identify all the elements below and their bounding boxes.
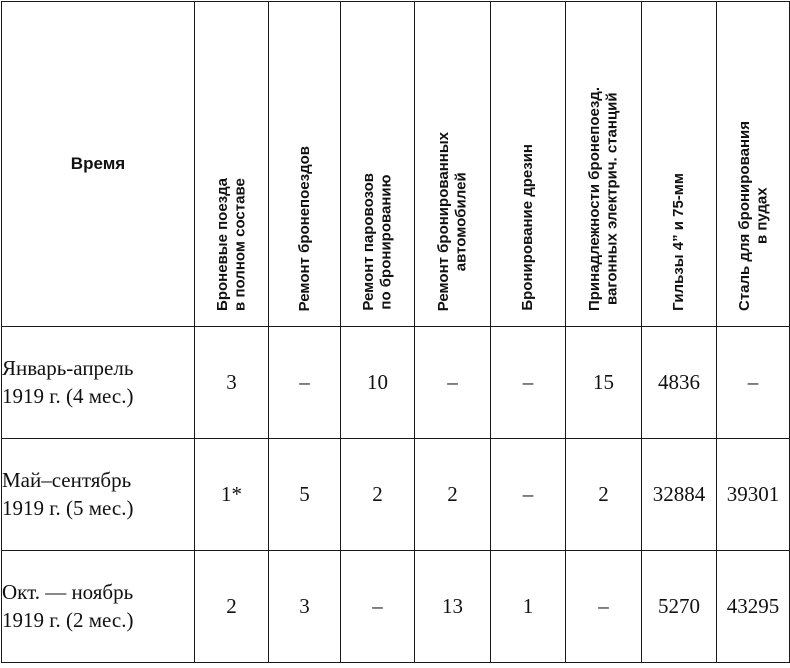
- value-cell: 13: [415, 551, 491, 663]
- header-label: Ремонт бронированных автомобилей: [435, 131, 470, 311]
- value-cell: 39301: [717, 439, 790, 551]
- header-armor-steel: [717, 2, 790, 327]
- value-cell: –: [491, 327, 566, 439]
- header-label: Ремонт бронепоездов: [295, 145, 313, 311]
- table-row: [2, 439, 790, 551]
- value-cell: 10: [341, 327, 415, 439]
- period-cell: Май–сентябрь 1919 г. (5 мес.): [2, 439, 195, 551]
- value-cell: –: [415, 327, 491, 439]
- value-cell: 2: [566, 439, 642, 551]
- header-armored-trains: [195, 2, 269, 327]
- value-cell: –: [491, 439, 566, 551]
- value-cell: –: [341, 551, 415, 663]
- header-label: Сталь для бронирования в пудах: [735, 120, 770, 311]
- header-label: Принадлежности бронепоезд. вагонных электрич. станций: [586, 86, 621, 311]
- value-cell: 32884: [642, 439, 717, 551]
- value-cell: 1: [491, 551, 566, 663]
- value-cell: 1*: [195, 439, 269, 551]
- value-cell: 4836: [642, 327, 717, 439]
- header-locomotive-repair: [341, 2, 415, 327]
- header-draisine-armoring: [491, 2, 566, 327]
- header-armored-car-repair: [415, 2, 491, 327]
- value-cell: 2: [341, 439, 415, 551]
- header-armored-train-repair: [269, 2, 341, 327]
- header-label: Ремонт паровозов по бронированию: [360, 173, 395, 311]
- value-cell: –: [717, 327, 790, 439]
- header-time: Время: [2, 2, 195, 327]
- value-cell: 3: [195, 327, 269, 439]
- table-row: [2, 327, 790, 439]
- table-row: [2, 551, 790, 663]
- value-cell: 5270: [642, 551, 717, 663]
- value-cell: 15: [566, 327, 642, 439]
- period-cell: Январь-апрель 1919 г. (4 мес.): [2, 327, 195, 439]
- header-label: Бронирование дрезин: [519, 144, 537, 311]
- value-cell: 3: [269, 551, 341, 663]
- header-power-station-accessories: [566, 2, 642, 327]
- header-label: Броневые поезда в полном составе: [214, 178, 249, 311]
- production-table: [1, 1, 790, 663]
- value-cell: 2: [195, 551, 269, 663]
- value-cell: –: [566, 551, 642, 663]
- value-cell: 5: [269, 439, 341, 551]
- header-shell-casings: [642, 2, 717, 327]
- header-label: Гильзы 4” и 75-мм: [670, 173, 688, 311]
- value-cell: 43295: [717, 551, 790, 663]
- value-cell: –: [269, 327, 341, 439]
- period-cell: Окт. — ноябрь 1919 г. (2 мес.): [2, 551, 195, 663]
- value-cell: 2: [415, 439, 491, 551]
- header-row: [2, 2, 790, 327]
